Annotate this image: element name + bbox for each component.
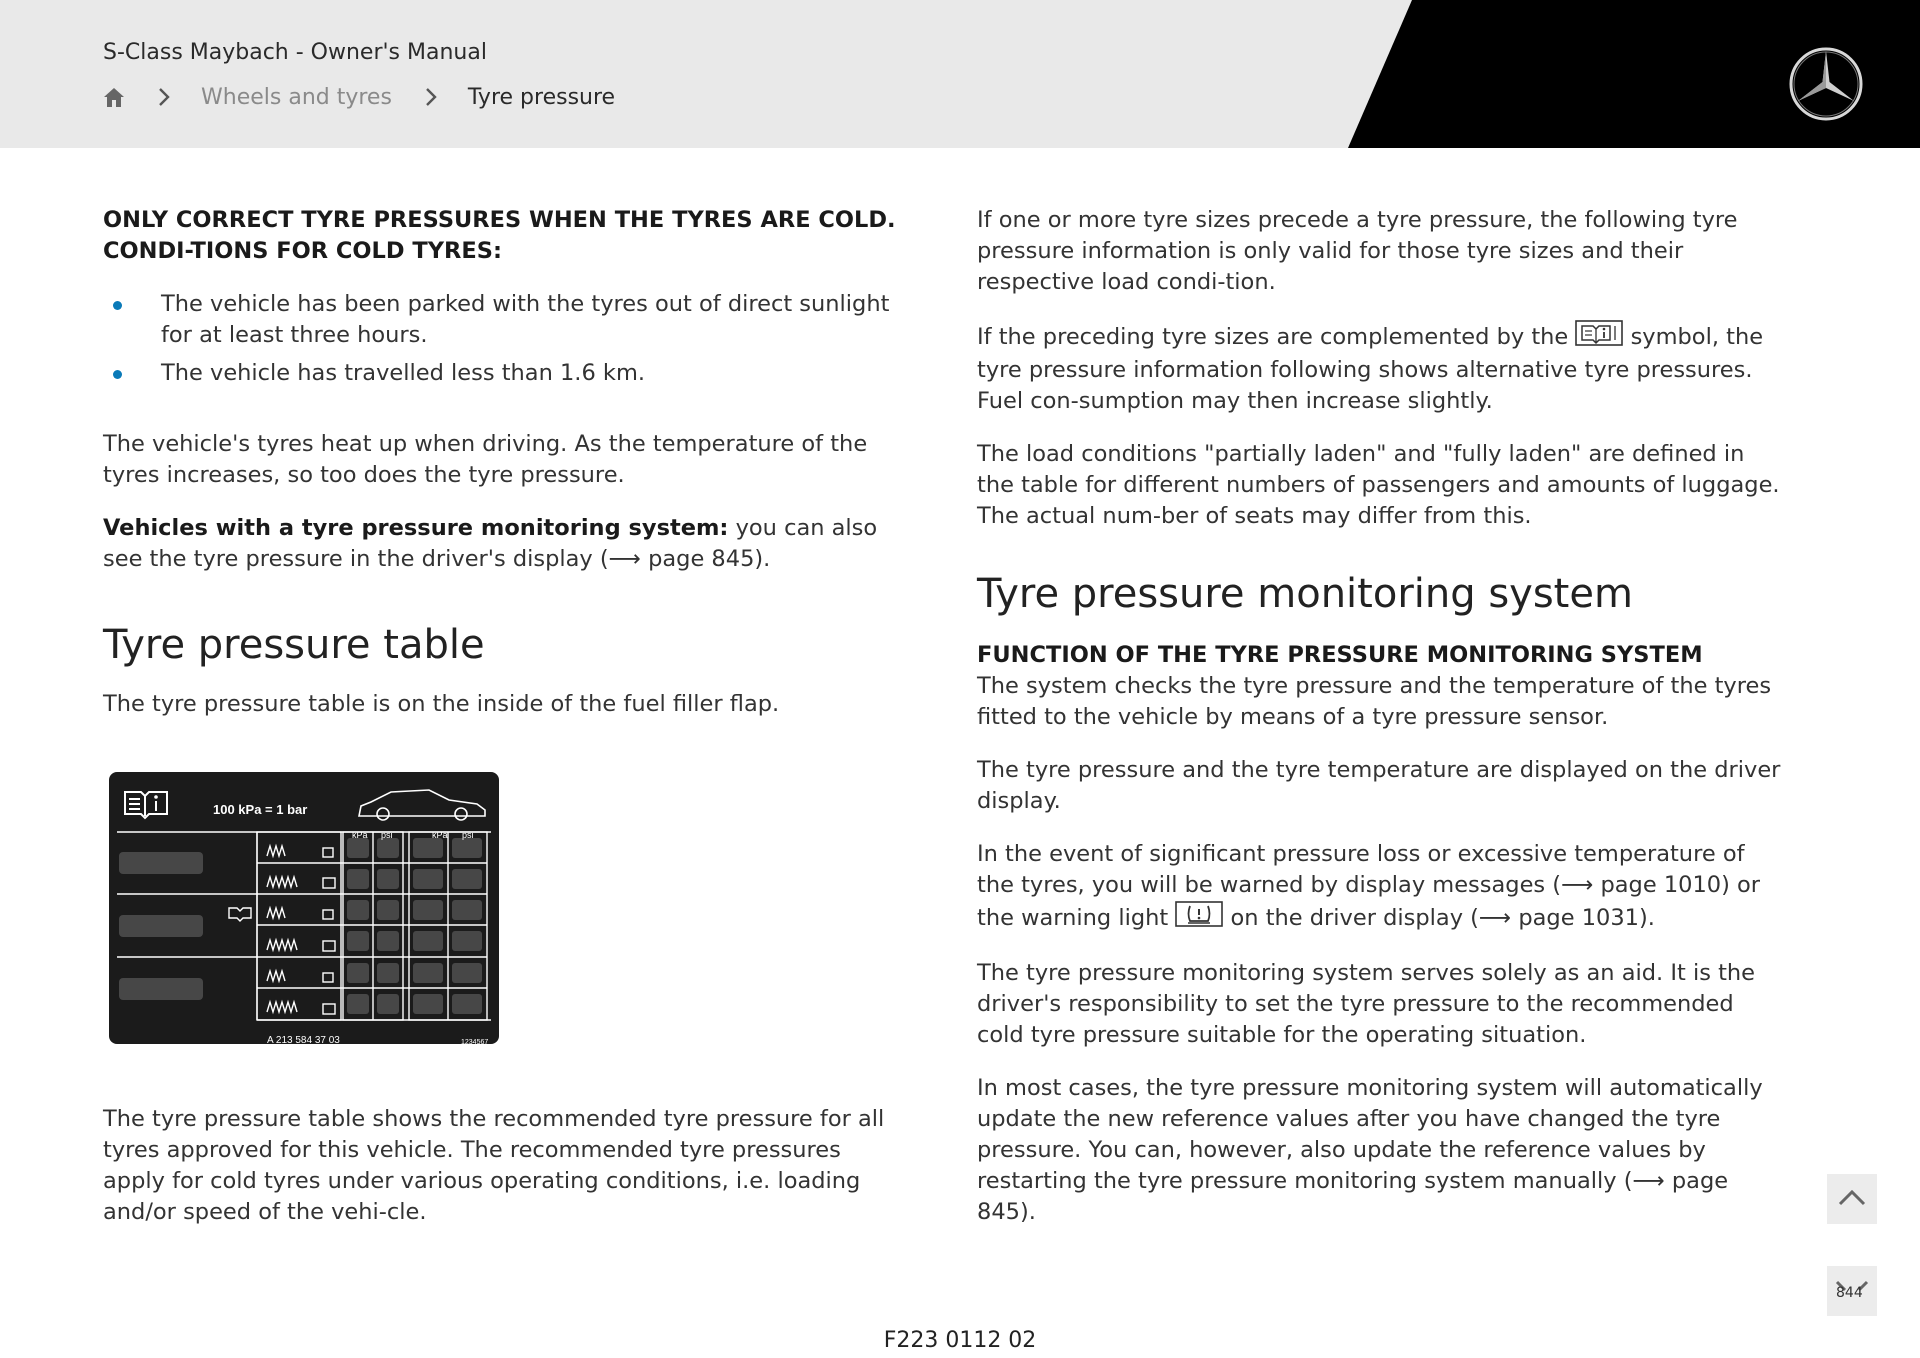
load-conditions-paragraph: The load conditions "partially laden" and "fully laden" are defined in the table for different numbers of passengers and amounts of luggage. The actual num-ber of seats may differ from this. bbox=[977, 441, 1780, 529]
label-part-code: A 213 584 37 03 bbox=[267, 1035, 340, 1046]
breadcrumb-tyre-pressure: Tyre pressure bbox=[467, 84, 616, 110]
book-info-icon bbox=[1575, 320, 1623, 355]
breadcrumb bbox=[103, 82, 615, 112]
alternative-pressure-text: symbol, the tyre pressure information following shows alternative tyre pressures. Fuel con-sumption may then increase slightly. bbox=[977, 324, 1764, 414]
list-item bbox=[103, 358, 903, 389]
alternative-pressure-text: If the preceding tyre sizes are complemented by the bbox=[977, 324, 1576, 350]
bullet-icon bbox=[113, 301, 122, 310]
table-description-paragraph: The tyre pressure table shows the recommended tyre pressure for all tyres approved for this vehicle. The recommended tyre pressures apply for cold tyres under various operating conditions, i.e. loading and/or speed of the vehi-cle. bbox=[103, 1106, 885, 1225]
tpms-aid-paragraph: The tyre pressure monitoring system serves solely as an aid. It is the driver's responsibility to set the tyre pressure to the recommended cold tyre pressure suitable for the operating situation. bbox=[977, 960, 1755, 1048]
chevron-up-icon bbox=[1827, 1174, 1877, 1224]
tyre-pressure-label-image bbox=[109, 772, 499, 1044]
chevron-right-icon bbox=[153, 86, 175, 108]
label-conversion-text: 100 kPa = 1 bar bbox=[213, 802, 308, 817]
tyre-sizes-paragraph: If one or more tyre sizes precede a tyre pressure, the following tyre pressure information is only valid for those tyre sizes and their respective load condi-tion. bbox=[977, 207, 1738, 295]
tpms-warning-text: on the driver display (⟶ page 1031). bbox=[1223, 905, 1655, 931]
right-column bbox=[977, 205, 1787, 1250]
tpms-bold-label: Vehicles with a tyre pressure monitoring system: bbox=[103, 515, 729, 541]
footer-document-code: F223 0112 02 bbox=[883, 1328, 1037, 1353]
tpms-function-paragraph: The system checks the tyre pressure and the temperature of the tyres fitted to the vehicle by means of a tyre pressure sensor. bbox=[977, 673, 1772, 730]
chevron-right-icon bbox=[420, 86, 442, 108]
list-item-text: The vehicle has travelled less than 1.6 km. bbox=[161, 360, 646, 386]
tyre-pressure-warning-icon bbox=[1175, 901, 1223, 936]
label-serial-number: 1234567 bbox=[461, 1039, 489, 1046]
tpms-warning-text: In the event of significant pressure loss or excessive temperature of the tyres, you will be warned by display messages (⟶ page 1010) or the warning light bbox=[977, 841, 1761, 931]
bullet-icon bbox=[113, 370, 122, 379]
table-location-paragraph: The tyre pressure table is on the inside of the fuel filler flap. bbox=[103, 691, 780, 717]
label-unit-psi: psi bbox=[381, 830, 393, 840]
tpms-warning-paragraph bbox=[977, 839, 1787, 936]
heat-paragraph: The vehicle's tyres heat up when driving. As the temperature of the tyres increases, so too does the tyre pressure. bbox=[103, 431, 868, 488]
label-unit-kpa: kPa bbox=[352, 830, 368, 840]
alternative-pressure-paragraph bbox=[977, 320, 1787, 417]
tpms-display-paragraph: The tyre pressure and the tyre temperature are displayed on the driver display. bbox=[977, 757, 1781, 814]
tyre-pressure-table-heading: Tyre pressure table bbox=[103, 622, 485, 668]
label-unit-psi: psi bbox=[462, 830, 474, 840]
cold-conditions-list bbox=[103, 289, 903, 389]
tpms-update-paragraph: In most cases, the tyre pressure monitoring system will automatically update the new reference values after you have changed the tyre pressure. You can, however, also update the reference values by restarting the tyre pressure monitoring system manually (⟶ page 845). bbox=[977, 1075, 1763, 1225]
mercedes-star-icon bbox=[1788, 46, 1864, 122]
tpms-display-text: you can also see the tyre pressure in the driver's display (⟶ page 845). bbox=[103, 515, 878, 572]
left-column bbox=[103, 205, 903, 1250]
tpms-display-paragraph bbox=[103, 513, 903, 575]
list-item-text: The vehicle has been parked with the tyres out of direct sunlight for at least three hours. bbox=[161, 291, 890, 348]
tpms-heading: Tyre pressure monitoring system bbox=[977, 571, 1633, 617]
breadcrumb-wheels-and-tyres[interactable]: Wheels and tyres bbox=[201, 84, 392, 110]
list-item bbox=[103, 289, 903, 351]
tpms-function-heading: FUNCTION OF THE TYRE PRESSURE MONITORING SYSTEM bbox=[977, 642, 1703, 668]
cold-tyres-heading: ONLY CORRECT TYRE PRESSURES WHEN THE TYRES ARE COLD. CONDI-TIONS FOR COLD TYRES: bbox=[103, 207, 896, 264]
home-icon[interactable] bbox=[103, 86, 125, 108]
label-unit-kpa: kPa bbox=[432, 830, 448, 840]
scroll-to-top-button[interactable] bbox=[1827, 1174, 1877, 1224]
document-title: S-Class Maybach - Owner's Manual bbox=[103, 40, 487, 65]
page-number: 844 bbox=[1836, 1285, 1863, 1301]
